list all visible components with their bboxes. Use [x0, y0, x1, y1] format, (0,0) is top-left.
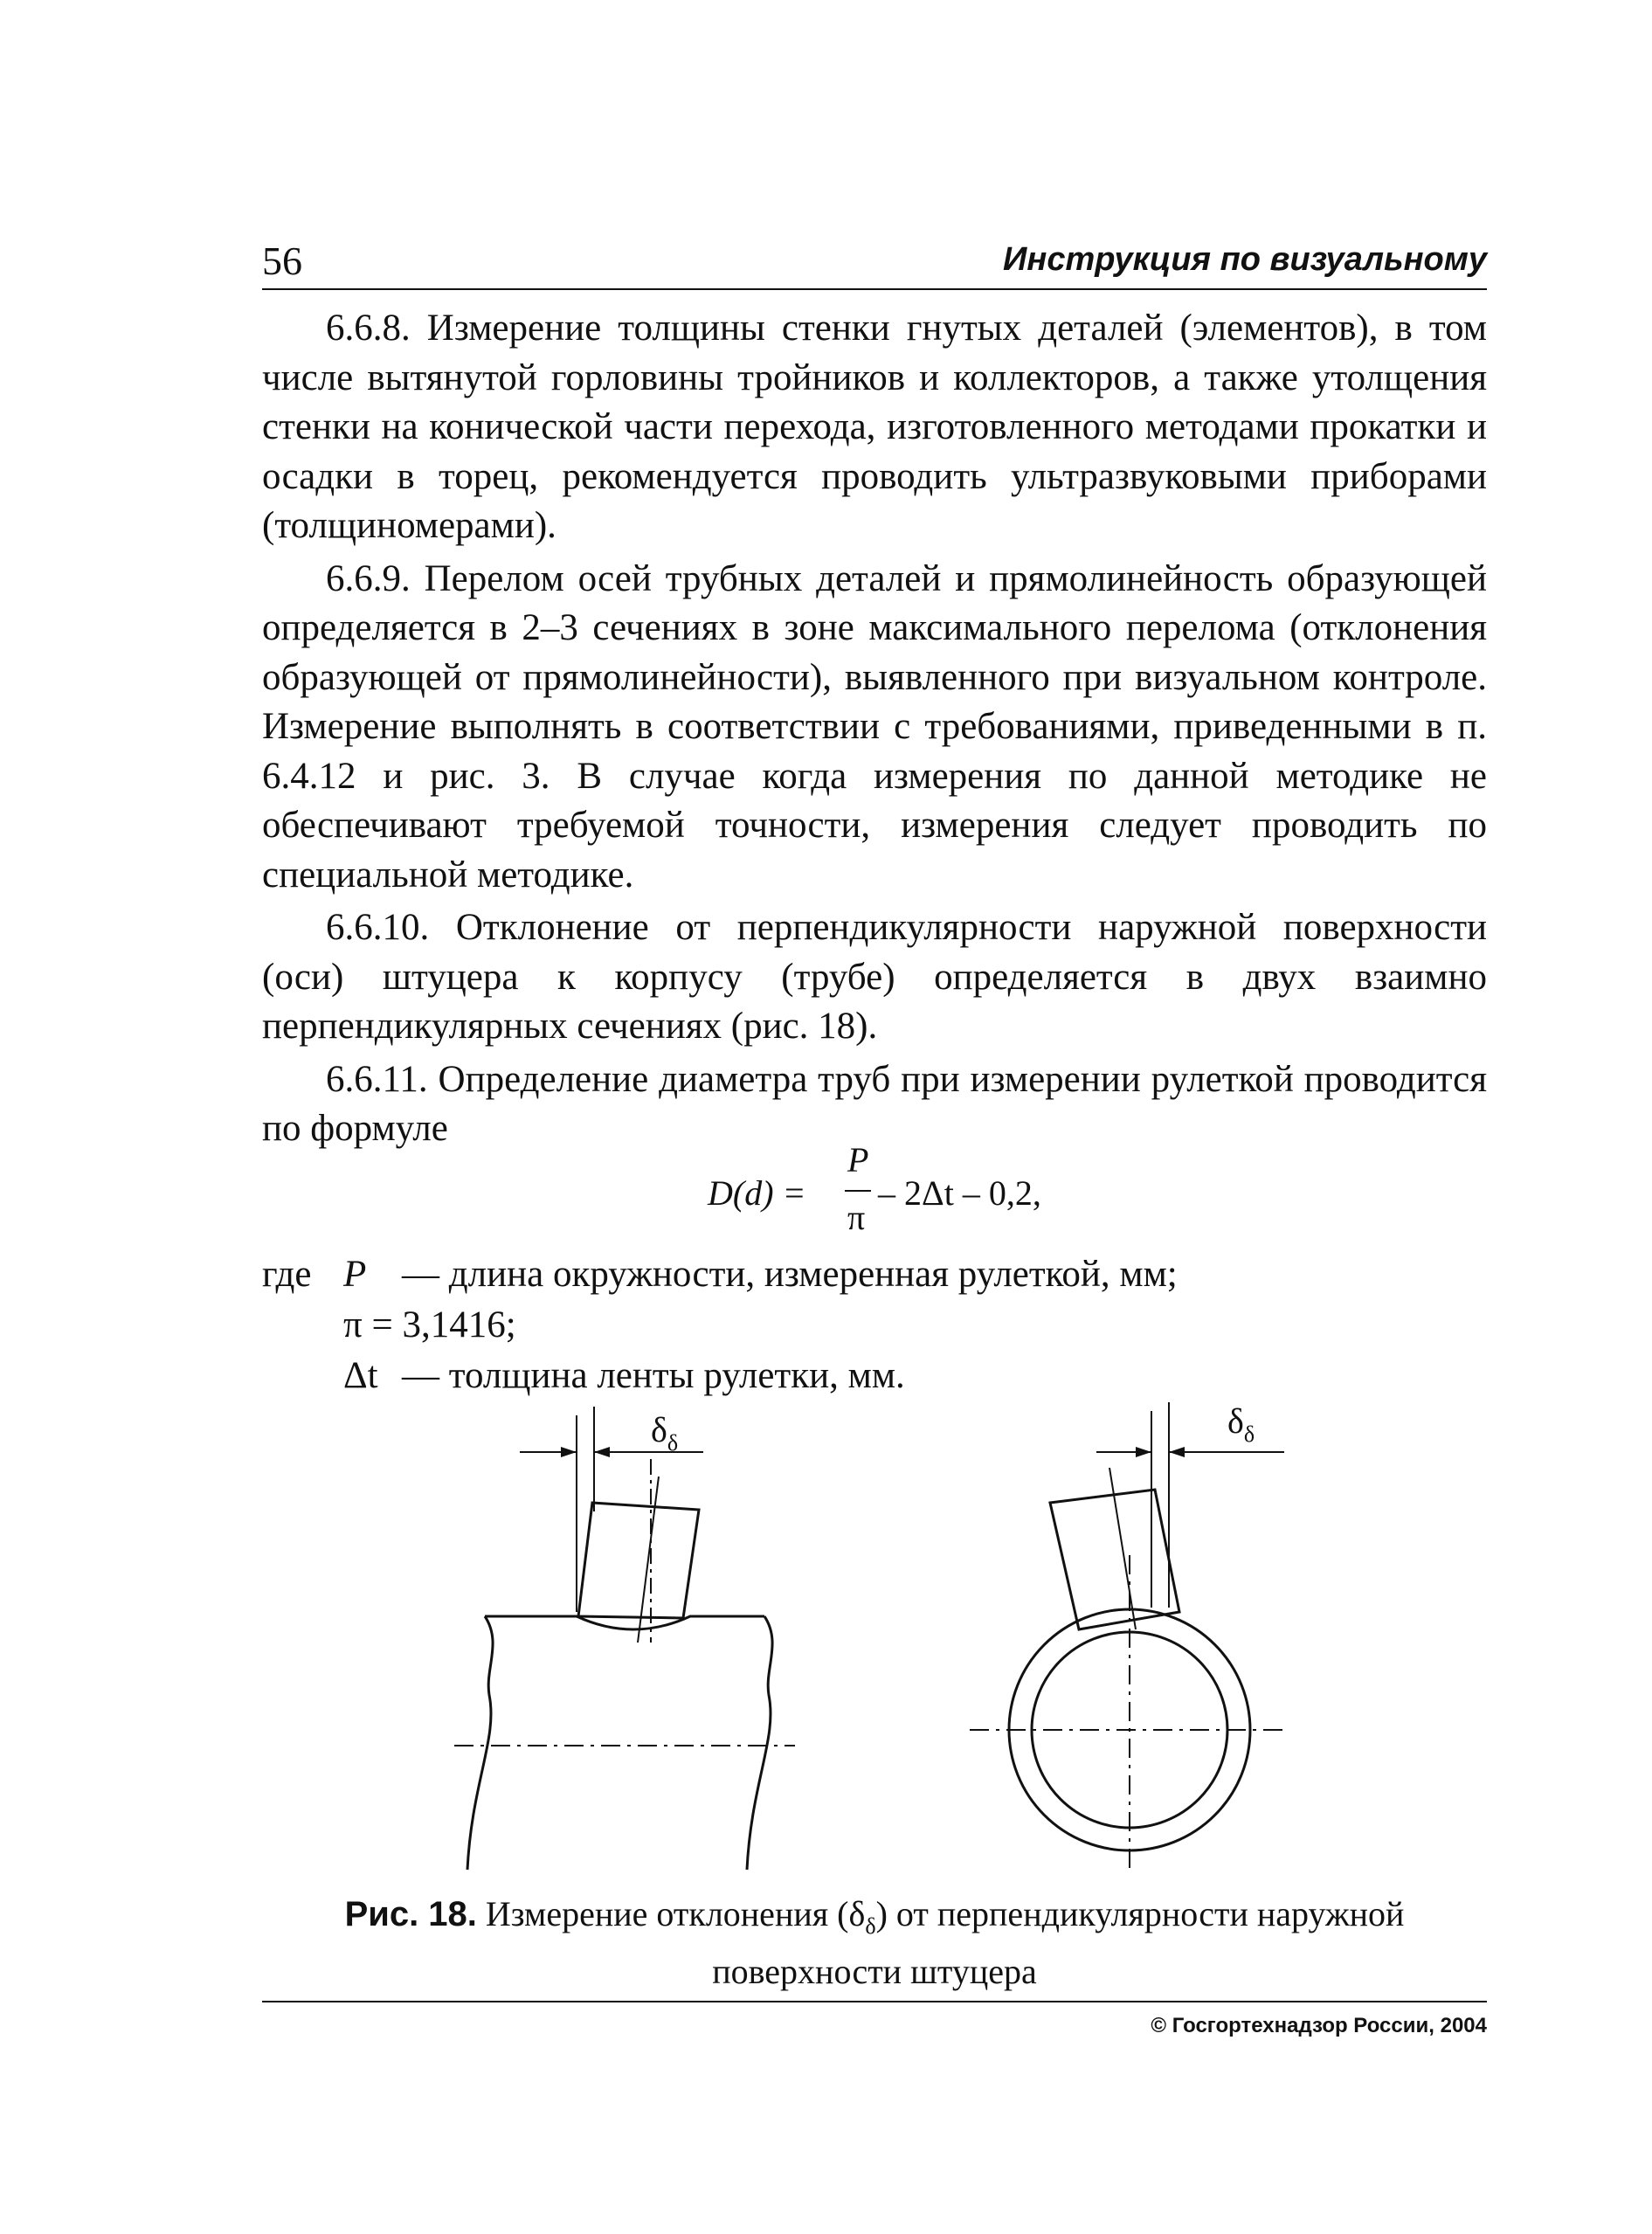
where-symbol-dt: Δt	[343, 1355, 378, 1396]
copyright: © Госгортехнадзор России, 2004	[1151, 2014, 1487, 2037]
body-text	[262, 304, 1487, 1158]
delta-label-left: $\delta_\delta$	[651, 1410, 679, 1456]
caption-line2: поверхности штуцера	[712, 1952, 1037, 1991]
pipe-side-view	[454, 1616, 795, 1870]
diameter-formula	[708, 1136, 1083, 1249]
where-symbol-p: P	[343, 1254, 367, 1295]
formula-lhs: D(d) =	[708, 1173, 806, 1213]
paragraph-6-6-9: 6.6.9. Перелом осей трубных деталей и прямолинейность образующей определяется в 2–3 сечениях в зоне максимального перелома (отклонения образующей от прямолинейности), выявленного при визуальном контроле. Измерение выполнять в соответствии с требованиями, приведенными в п. 6.4.12 и рис. 3. В случае когда измерения по данной методике не обеспечивают требуемой точности, измерения следует проводить по специальной методике.	[262, 557, 1487, 896]
formula-numerator: P	[847, 1140, 869, 1179]
figure-18-drawing	[437, 1380, 1310, 1887]
caption-line1: Измерение отклонения (δ	[485, 1894, 866, 1933]
where-symbol-pi: π = 3,1416;	[343, 1304, 516, 1345]
paragraph-6-6-10: 6.6.10. Отклонение от перпендикулярности наружной поверхности (оси) штуцера к корпусу (трубе) определяется в двух взаимно перпендикулярных сечениях (рис. 18).	[262, 907, 1487, 1047]
caption-label: Рис. 18.	[344, 1895, 477, 1933]
pipe-cross-section	[970, 1555, 1289, 1870]
where-intro: где	[262, 1254, 312, 1295]
formula-denominator: π	[847, 1198, 866, 1237]
page-header	[262, 236, 1487, 290]
caption-line1-end: ) от перпендикулярности наружной	[875, 1894, 1405, 1933]
caption-subscript: δ	[865, 1913, 876, 1939]
paragraph-6-6-11: 6.6.11. Определение диаметра труб при измерении рулеткой проводится по формуле	[262, 1058, 1487, 1149]
delta-label-right: $\delta_\delta$	[1227, 1401, 1255, 1447]
where-text-p: — длина окружности, измеренная рулеткой, мм;	[402, 1254, 1178, 1295]
footer-divider	[262, 2001, 1487, 2002]
page-number: 56	[262, 239, 302, 283]
figure-caption	[262, 1892, 1487, 1995]
where-text-dt: — толщина ленты рулетки, мм.	[402, 1355, 905, 1396]
running-title: Инструкция по визуальному	[1003, 241, 1487, 278]
formula-rhs: – 2Δt – 0,2,	[878, 1173, 1041, 1213]
paragraph-6-6-8: 6.6.8. Измерение толщины стенки гнутых деталей (элементов), в том числе вытянутой горловины тройников и коллекторов, а также утолщения стенки на конической части перехода, изготовленного методами прокатки и осадки в торец, рекомендуется проводить ультразвуковыми приборами (толщиномерами).	[262, 308, 1487, 546]
fraction-bar	[845, 1190, 871, 1192]
